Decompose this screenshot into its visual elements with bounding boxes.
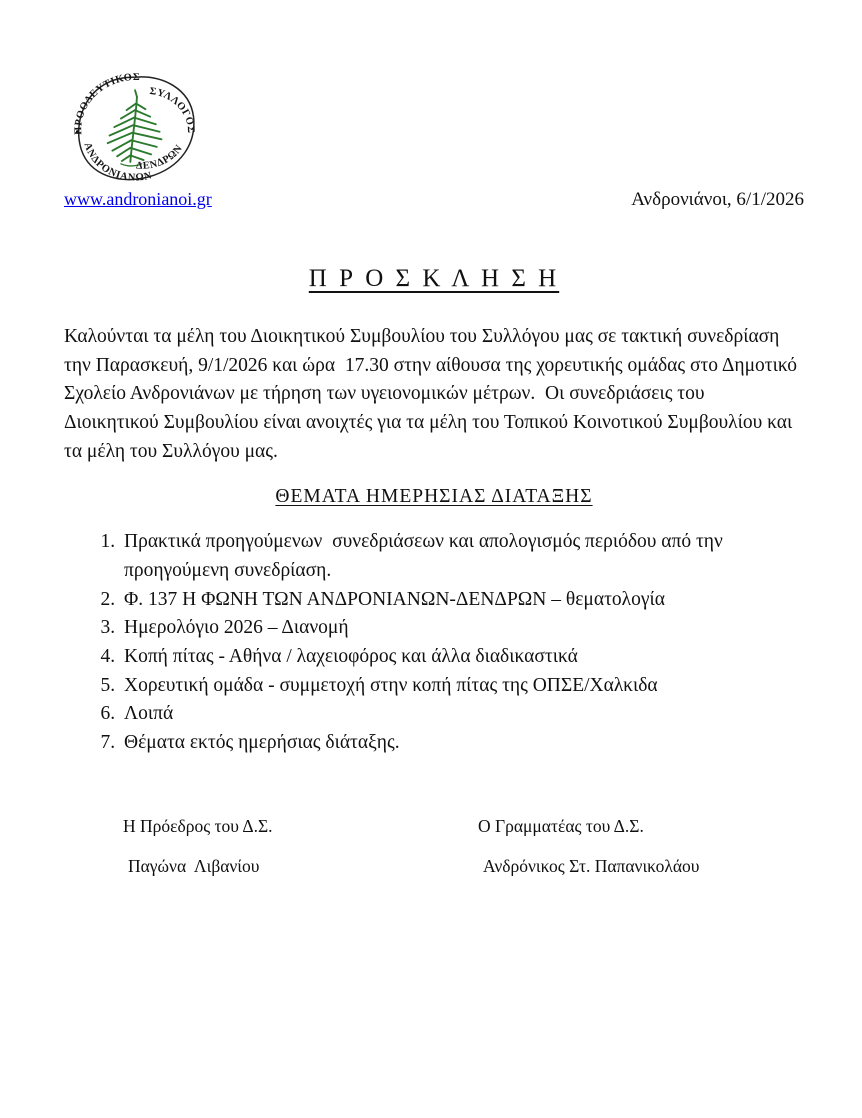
dateline: Ανδρονιάνοι, 6/1/2026 xyxy=(631,189,804,210)
signature-secretary xyxy=(478,816,699,877)
pine-tree-icon xyxy=(108,90,162,166)
agenda-item: 4. Κοπή πίτας - Αθήνα / λαχειοφόρος και άλλα διαδικαστικά xyxy=(120,643,804,672)
logo-arc-top-text: ΠΡΟΟΔΕΥΤΙΚΟΣ xyxy=(73,71,141,135)
agenda-item: 3. Ημερολόγιο 2026 – Διανομή xyxy=(120,614,804,643)
agenda-heading: ΘΕΜΑΤΑ ΗΜΕΡΗΣΙΑΣ ΔΙΑΤΑΞΗΣ xyxy=(275,486,593,508)
signature-secretary-name: Ανδρόνικος Στ. Παπανικολάου xyxy=(483,855,700,876)
signature-president xyxy=(123,816,273,877)
agenda-item: 1. Πρακτικά προηγούμενων συνεδριάσεων και απολογισμός περιόδου από την προηγούμενη συνεδρίαση. xyxy=(120,528,804,585)
agenda-item: 6. Λοιπά xyxy=(120,700,804,729)
header-row xyxy=(64,189,804,211)
agenda-item: 5. Χορευτική ομάδα - συμμετοχή στην κοπή πίτας της ΟΠΣΕ/Χαλκιδα xyxy=(120,672,804,701)
intro-paragraph: Καλούνται τα μέλη του Διοικητικού Συμβουλίου του Συλλόγου μας σε τακτική συνεδρίαση την Παρασκευή, 9/1/2026 και ώρα 17.30 στην αίθουσα της χορευτικής ομάδας στο Δημοτικό Σχολείο Ανδρονιάνων με τήρηση των υγειονομικών μέτρων. Οι συνεδριάσεις του Διοικητικού Συμβουλίου είναι ανοιχτές για τα μέλη του Τοπικού Κοινοτικού Συμβουλίου και τα μέλη του Συλλόγου μας. xyxy=(64,326,802,462)
agenda-list xyxy=(64,528,804,757)
agenda-item: 7. Θέματα εκτός ημερήσιας διάταξης. xyxy=(120,729,804,758)
logo-arc-top-right-text: ΣΥΛΛΟΓΟΣ xyxy=(148,85,197,134)
document-title: Π Ρ Ο Σ Κ Λ Η Σ Η xyxy=(308,265,560,292)
website-link[interactable]: www.andronianoi.gr xyxy=(64,189,212,209)
logo-arc-bottom-right-text: ΔΕΝΔΡΩΝ xyxy=(135,143,186,172)
signatures xyxy=(64,816,804,946)
signature-president-name: Παγώνα Λιβανίου xyxy=(128,855,260,876)
association-logo xyxy=(70,70,202,186)
agenda-item: 2. Φ. 137 Η ΦΩΝΗ ΤΩΝ ΑΝΔΡΟΝΙΑΝΩΝ-ΔΕΝΔΡΩΝ – θεματολογία xyxy=(120,586,804,615)
signature-secretary-role: Ο Γραμματέας του Δ.Σ. xyxy=(478,815,644,836)
logo-arc-bottom-text: ΑΝΔΡΟΝΙΑΝΩΝ xyxy=(81,141,154,184)
signature-president-role: Η Πρόεδρος του Δ.Σ. xyxy=(123,815,273,836)
